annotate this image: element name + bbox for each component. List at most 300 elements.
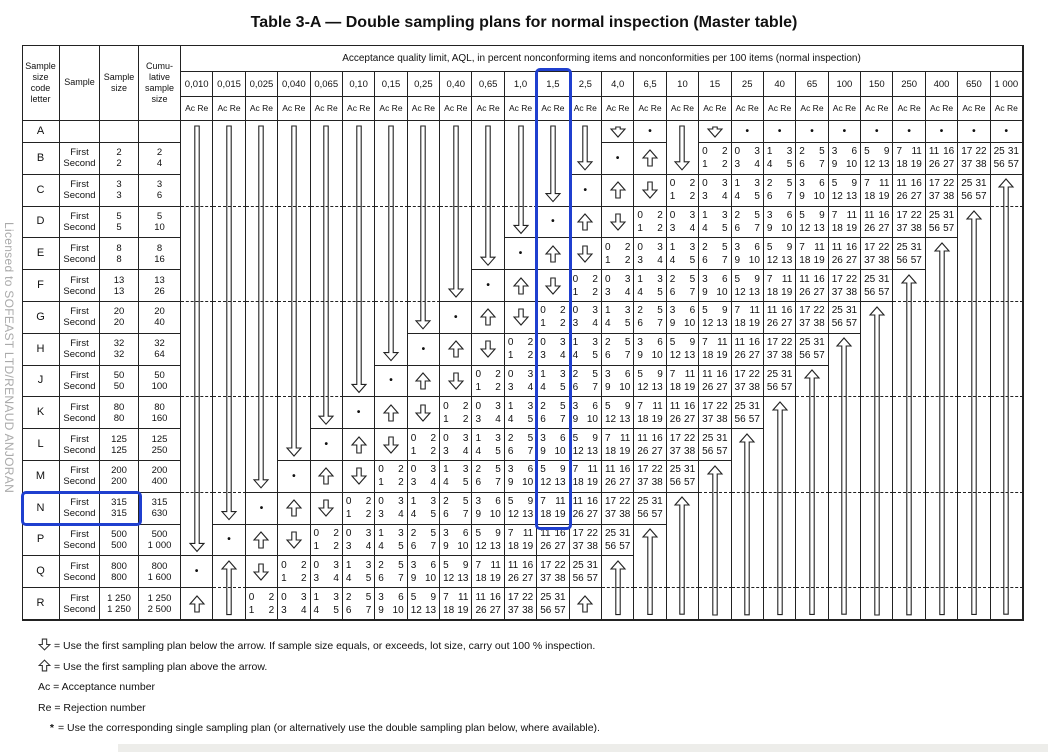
header-code-letter-label: Sample size code letter [25,60,56,104]
ac-re-number: 2 [333,540,339,552]
ac-re-number: 7 [540,496,546,508]
ac-re-values [440,591,471,617]
aql-value: 15 [709,78,721,90]
ac-re-number: 3 [507,381,514,393]
ac-re-values [893,177,924,203]
ac-re-number: 9 [766,222,773,234]
ac-re-number: 18 [443,604,455,616]
aql-column-header [991,72,1023,97]
ac-re-number: 3 [540,350,546,362]
ac-re-values [861,241,892,267]
ac-re-number: 4 [365,540,372,552]
ac-re-number: 37 [637,477,649,489]
ac-re-number: 9 [721,305,728,317]
sample-label: First [70,560,89,572]
ac-re-number: 3 [734,241,741,253]
up-arrow-icon [699,461,731,620]
single-plan-marker [570,175,602,207]
aql-value: 650 [965,78,982,90]
ac-re-number: 9 [786,241,793,253]
cumulative-size: 5 [156,210,163,222]
ac-re-number: 31 [943,209,955,221]
ac-re-cell [699,366,731,398]
ac-re-values [472,495,503,521]
ac-re-values [343,495,374,521]
ac-re-number: 12 [734,286,746,298]
asterisk-icon: • [227,534,231,546]
ac-re-number: 57 [684,477,696,489]
ac-re-number: 17 [799,305,811,317]
ac-re-number: 5 [605,400,611,412]
ac-re-number: 27 [910,191,922,203]
ac-re-cell [732,397,764,429]
sample-size: 125 [111,444,127,456]
ac-re-number: 2 [766,178,773,190]
cumulative-size-cell [139,366,181,398]
ac-re-number: 5 [702,305,708,317]
ac-re-values [732,177,763,203]
cumulative-size: 160 [151,412,168,424]
ac-re-number: 7 [896,146,903,158]
aql-column-header [213,72,245,97]
sample-size: 3 [116,179,122,191]
sample-size: 3 [116,190,122,202]
ac-re-number: 0 [378,496,384,508]
aql-column-header [958,72,990,97]
ac-re-number: 4 [507,413,514,425]
ac-re-cell [634,270,666,302]
ac-re-values [570,527,601,553]
sample-label: Second [63,571,96,583]
ac-re-number: 11 [717,337,728,349]
ac-re-number: 6 [462,527,469,539]
aql-column-header [829,72,861,97]
ac-re-number: 38 [684,445,696,457]
ac-re-cell [764,238,796,270]
ac-re-number: 37 [605,509,617,521]
ac-re-number: 6 [786,209,793,221]
asterisk-icon: • [615,152,620,164]
aql-value: 0,15 [381,78,401,90]
ac-re-cell [375,588,407,620]
ac-re-number: 3 [495,400,501,412]
ac-re-number: 9 [507,477,514,489]
single-plan-marker [181,556,213,588]
ac-re-number: 0 [410,464,417,476]
ac-re-number: 17 [572,527,584,539]
code-letter: B [36,151,45,164]
ac-re-cell [278,556,310,588]
ac-re-number: 19 [651,413,663,425]
single-plan-marker [246,493,278,525]
ac-re-number: 12 [766,254,779,266]
ac-re-header [570,97,602,121]
ac-re-header [440,97,472,121]
ac-re-number: 18 [734,318,746,330]
ac-re-cell [829,238,861,270]
code-letter-cell [22,588,60,620]
ac-re-values [537,336,568,362]
ac-re-values [634,304,665,330]
up-arrow-icon [311,461,343,493]
ac-re-number: 5 [721,222,728,234]
ac-re-number: 7 [637,400,643,412]
ac-re-number: 16 [684,400,696,412]
ac-re-number: 5 [365,591,372,603]
ac-re-number: 17 [507,591,519,603]
cumulative-size: 3 [156,179,163,191]
ac-re-cell [472,525,504,557]
cumulative-size: 500 [151,528,168,540]
down-arrow-icon [246,121,278,493]
ac-re-number: 6 [819,178,825,190]
ac-re-number: 3 [527,400,534,412]
ac-re-number: 6 [605,350,611,362]
ac-re-header [829,97,861,121]
up-arrow-icon [246,525,278,557]
ac-re-values [602,336,633,362]
ac-re-label: Ac Re [962,103,986,113]
ac-re-number: 22 [878,241,890,253]
ac-re-number: 11 [879,178,890,190]
ac-re-number: 37 [831,286,843,298]
ac-re-number: 56 [766,381,779,393]
ac-re-values [634,209,665,235]
sample-cell [60,525,100,557]
ac-re-number: 18 [896,159,908,171]
ac-re-cell [505,366,537,398]
ac-re-number: 6 [495,496,501,508]
ac-re-number: 3 [689,241,696,253]
ac-re-header [958,97,990,121]
sample-size-cell [100,207,139,239]
ac-re-number: 11 [684,368,696,380]
code-letter-cell [22,461,60,493]
ac-re-number: 18 [669,381,681,393]
aql-column-header [440,72,472,97]
ac-re-cell [602,461,634,493]
ac-re-header [991,97,1023,121]
down-arrow-icon [343,461,375,493]
ac-re-number: 27 [716,381,728,393]
ac-re-number: 9 [831,159,838,171]
ac-re-number: 6 [410,540,417,552]
ac-re-number: 16 [489,591,501,603]
ac-re-number: 3 [378,591,384,603]
ac-re-cell [278,588,310,620]
ac-re-header [764,97,796,121]
code-letter: F [37,279,44,292]
down-arrow-icon [570,121,602,175]
ac-re-values [732,209,763,235]
ac-re-number: 22 [619,496,631,508]
down-arrow-icon [278,525,310,557]
ac-re-number: 13 [878,159,890,171]
ac-re-number: 12 [702,318,714,330]
ac-re-number: 9 [560,464,566,476]
ac-re-number: 5 [766,241,773,253]
ac-re-number: 3 [495,432,501,444]
ac-re-number: 4 [754,159,760,171]
ac-re-number: 0 [572,305,579,317]
ac-re-number: 25 [540,591,552,603]
ac-re-values [699,145,730,171]
ac-re-number: 7 [592,381,598,393]
ac-re-number: 1 [507,350,514,362]
ac-re-number: 7 [831,209,838,221]
ac-re-number: 11 [605,464,616,476]
code-letter-cell [22,397,60,429]
ac-re-number: 5 [560,381,566,393]
ac-re-values [472,591,503,617]
down-arrow-icon [311,493,343,525]
ac-re-number: 3 [527,368,534,380]
ac-re-number: 5 [410,591,417,603]
ac-re-values [732,304,763,330]
sample-label: Second [63,158,96,170]
ac-re-header [472,97,504,121]
ac-re-number: 22 [748,368,760,380]
ac-re-number: 37 [928,191,940,203]
ac-re-number: 11 [928,146,940,158]
aql-value: 0,065 [314,78,339,90]
ac-re-label: Ac Re [185,103,209,113]
code-letter: K [36,406,45,419]
ac-re-cell [893,207,925,239]
ac-re-number: 3 [462,432,469,444]
ac-re-cell [893,175,925,207]
header-code-letter [22,45,60,121]
ac-re-number: 13 [748,286,760,298]
ac-re-cell [667,302,699,334]
single-plan-marker [991,121,1023,143]
ac-re-number: 26 [637,445,649,457]
ac-re-number: 0 [572,273,579,285]
ac-re-cell [732,270,764,302]
ac-re-number: 4 [398,509,404,521]
ac-re-number: 10 [651,350,663,362]
sample-size-cell [100,397,139,429]
ac-re-number: 7 [799,241,805,253]
ac-re-number: 9 [495,527,501,539]
ac-re-number: 3 [430,464,437,476]
ac-re-number: 1 [281,572,287,584]
ac-re-number: 0 [345,527,352,539]
ac-re-number: 31 [813,337,825,349]
sample-cell [60,143,100,175]
ac-re-values [440,495,471,521]
down-arrow-icon [375,429,407,461]
aql-column-header [764,72,796,97]
ac-re-number: 16 [651,432,663,444]
ac-re-number: 5 [462,496,469,508]
ac-re-number: 7 [495,477,501,489]
ac-re-number: 11 [522,527,534,539]
ac-re-number: 2 [462,400,469,412]
ac-re-number: 2 [624,241,631,253]
ac-re-number: 7 [766,273,773,285]
code-letter-cell [22,366,60,398]
ac-re-label: Ac Re [444,103,468,113]
sample-cell [60,302,100,334]
single-plan-marker [861,121,893,143]
ac-re-number: 27 [878,222,890,234]
ac-re-number: 3 [560,368,566,380]
aql-column-header [796,72,828,97]
ac-re-cell [602,366,634,398]
ac-re-cell [537,429,569,461]
ac-re-cell [570,493,602,525]
ac-re-label: Ac Re [768,103,792,113]
asterisk-icon: • [907,126,911,137]
ac-re-values [667,432,698,458]
ac-re-number: 57 [878,286,890,298]
up-arrow-icon [829,334,861,620]
ac-re-number: 3 [560,337,566,349]
cumulative-size: 1 600 [147,571,172,583]
ac-re-number: 3 [669,305,676,317]
ac-re-number: 5 [592,350,598,362]
ac-re-number: 2 [527,350,534,362]
ac-re-header [893,97,925,121]
ac-re-number: 10 [813,191,825,203]
ac-re-number: 19 [748,318,760,330]
ac-re-number: 2 [430,432,437,444]
ac-re-values [893,241,924,267]
ac-re-values [375,559,406,585]
ac-re-cell [537,588,569,620]
ac-re-number: 25 [637,496,649,508]
ac-re-cell [505,397,537,429]
ac-re-cell [440,556,472,588]
aql-value: 65 [806,78,818,90]
ac-re-number: 6 [527,464,534,476]
ac-re-number: 7 [605,432,611,444]
ac-re-number: 37 [896,222,908,234]
cumulative-size: 1 000 [147,539,172,551]
ac-re-number: 5 [669,337,676,349]
ac-re-number: 12 [443,572,455,584]
sample-size: 800 [111,560,127,572]
single-plan-marker [213,525,245,557]
cumulative-size-cell [139,461,181,493]
ac-re-number: 2 [721,146,728,158]
ac-re-cell [796,175,828,207]
ac-re-number: 1 [637,273,643,285]
ac-re-label: Ac Re [703,103,727,113]
ac-re-cell [440,461,472,493]
ac-re-number: 3 [398,496,404,508]
ac-re-values [537,368,568,394]
ac-re-number: 17 [766,337,779,349]
ac-re-number: 31 [910,241,922,253]
ac-re-values [375,463,406,489]
ac-re-values [505,432,536,458]
ac-re-label: Ac Re [800,103,824,113]
cumulative-size: 40 [154,317,165,329]
ac-re-number: 12 [410,604,422,616]
sample-label: First [70,147,89,159]
ac-re-number: 3 [721,209,728,221]
ac-re-number: 26 [928,159,940,171]
ac-re-number: 13 [619,413,631,425]
ac-re-number: 5 [592,368,598,380]
ac-re-number: 22 [910,209,922,221]
ac-re-number: 1 [475,432,482,444]
aql-column-header [861,72,893,97]
ac-re-number: 5 [786,178,793,190]
aql-value: 4,0 [611,78,625,90]
down-arrow-icon [440,366,472,398]
ac-re-values [958,145,989,171]
ac-re-number: 10 [424,572,437,584]
ac-re-cell [375,556,407,588]
ac-re-number: 26 [831,254,843,266]
single-plan-marker [602,143,634,175]
up-arrow-icon [38,659,54,675]
ac-re-label: Ac Re [314,103,338,113]
sample-size: 315 [111,497,127,509]
ac-re-number: 26 [896,191,908,203]
ac-re-number: 7 [443,591,449,603]
ac-re-values [699,273,730,299]
ac-re-number: 1 [443,464,449,476]
ac-re-number: 3 [365,559,372,571]
ac-re-number: 11 [587,464,598,476]
code-letter: A [36,125,45,137]
ac-re-cell [375,461,407,493]
ac-re-number: 1 [540,318,546,330]
cumulative-size: 13 [154,274,165,286]
ac-re-number: 26 [605,477,617,489]
ac-re-values [375,527,406,553]
ac-re-number: 7 [864,178,870,190]
ac-re-cell [505,556,537,588]
ac-re-number: 1 [507,400,514,412]
ac-re-cell [602,493,634,525]
ac-re-number: 4 [560,350,566,362]
ac-re-cell [602,525,634,557]
cumulative-size-cell [139,525,181,557]
ac-re-number: 13 [651,381,663,393]
ac-re-values [829,209,860,235]
ac-re-number: 18 [702,350,714,362]
ac-re-number: 10 [619,381,631,393]
code-letter: P [36,533,45,546]
ac-re-number: 1 [605,254,611,266]
ac-re-cell [699,334,731,366]
ac-re-number: 38 [845,286,858,298]
ac-re-cell [505,525,537,557]
ac-re-number: 27 [813,286,825,298]
ac-re-number: 0 [410,432,417,444]
ac-re-number: 22 [813,305,825,317]
aql-value: 1,5 [546,78,560,90]
ac-re-number: 5 [398,559,404,571]
down-arrow-icon [505,121,537,238]
ac-re-number: 2 [734,209,741,221]
ac-re-number: 22 [975,146,987,158]
ac-re-cell [829,175,861,207]
aql-column-header [311,72,343,97]
down-arrow-icon [375,121,407,366]
ac-re-cell [602,238,634,270]
code-letter-cell [22,207,60,239]
ac-re-values [472,400,503,426]
ac-re-number: 16 [878,209,890,221]
ac-re-values [829,177,860,203]
sample-size: 80 [113,401,125,413]
